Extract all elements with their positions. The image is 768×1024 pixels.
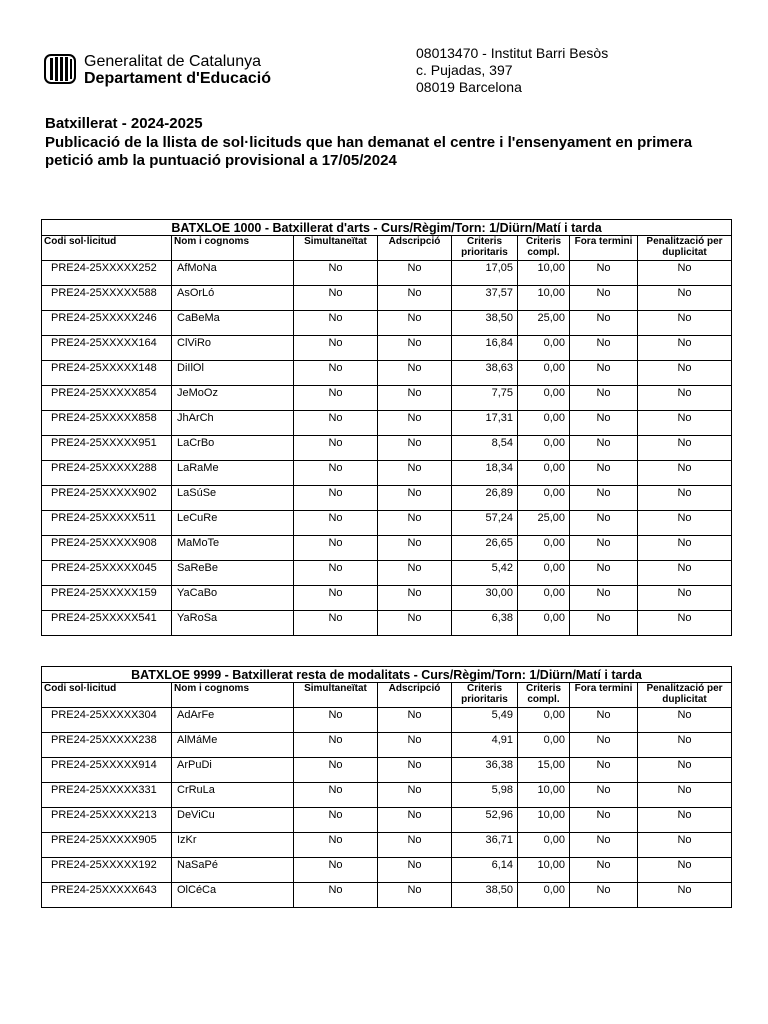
cell-penalitzacio: No bbox=[638, 611, 732, 636]
cell-adscripcio: No bbox=[378, 733, 452, 758]
cell-penalitzacio: No bbox=[638, 486, 732, 511]
cell-fora-termini: No bbox=[570, 783, 638, 808]
cell-codi: PRE24-25XXXXX511 bbox=[42, 511, 172, 536]
cell-simultaneitat: No bbox=[294, 461, 378, 486]
col-criteris-compl: Criteris compl. bbox=[518, 236, 570, 261]
table-batxloe-1000 bbox=[41, 219, 731, 636]
cell-codi: PRE24-25XXXXX854 bbox=[42, 386, 172, 411]
table-row bbox=[42, 733, 732, 758]
cell-adscripcio: No bbox=[378, 883, 452, 908]
cell-simultaneitat: No bbox=[294, 486, 378, 511]
cell-fora-termini: No bbox=[570, 286, 638, 311]
table-row bbox=[42, 783, 732, 808]
cell-simultaneitat: No bbox=[294, 261, 378, 286]
table-row bbox=[42, 858, 732, 883]
cell-adscripcio: No bbox=[378, 261, 452, 286]
table-row bbox=[42, 586, 732, 611]
cell-criteris-prioritaris: 38,50 bbox=[452, 311, 518, 336]
cell-criteris-compl: 0,00 bbox=[518, 461, 570, 486]
cell-fora-termini: No bbox=[570, 436, 638, 461]
cell-criteris-prioritaris: 57,24 bbox=[452, 511, 518, 536]
cell-criteris-compl: 0,00 bbox=[518, 386, 570, 411]
results-table bbox=[41, 666, 732, 908]
cell-criteris-compl: 15,00 bbox=[518, 758, 570, 783]
cell-criteris-compl: 0,00 bbox=[518, 708, 570, 733]
cell-nom: DeViCu bbox=[172, 808, 294, 833]
cell-criteris-prioritaris: 18,34 bbox=[452, 461, 518, 486]
col-criteris-compl: Criteris compl. bbox=[518, 683, 570, 708]
cell-nom: YaCaBo bbox=[172, 586, 294, 611]
cell-adscripcio: No bbox=[378, 286, 452, 311]
cell-criteris-prioritaris: 36,71 bbox=[452, 833, 518, 858]
center-street: c. Pujadas, 397 bbox=[416, 62, 513, 78]
cell-simultaneitat: No bbox=[294, 808, 378, 833]
cell-fora-termini: No bbox=[570, 883, 638, 908]
table-row bbox=[42, 708, 732, 733]
cell-criteris-prioritaris: 26,89 bbox=[452, 486, 518, 511]
table-row bbox=[42, 486, 732, 511]
cell-penalitzacio: No bbox=[638, 261, 732, 286]
col-criteris-prioritaris: Criteris prioritaris bbox=[452, 683, 518, 708]
cell-fora-termini: No bbox=[570, 386, 638, 411]
cell-criteris-compl: 10,00 bbox=[518, 858, 570, 883]
cell-fora-termini: No bbox=[570, 733, 638, 758]
table-row bbox=[42, 361, 732, 386]
cell-nom: AdArFe bbox=[172, 708, 294, 733]
cell-criteris-prioritaris: 38,63 bbox=[452, 361, 518, 386]
table-row bbox=[42, 436, 732, 461]
cell-simultaneitat: No bbox=[294, 411, 378, 436]
cell-codi: PRE24-25XXXXX331 bbox=[42, 783, 172, 808]
cell-simultaneitat: No bbox=[294, 436, 378, 461]
cell-criteris-prioritaris: 36,38 bbox=[452, 758, 518, 783]
cell-adscripcio: No bbox=[378, 536, 452, 561]
cell-nom: IzKr bbox=[172, 833, 294, 858]
cell-fora-termini: No bbox=[570, 511, 638, 536]
cell-nom: NaSaPé bbox=[172, 858, 294, 883]
cell-simultaneitat: No bbox=[294, 858, 378, 883]
cell-penalitzacio: No bbox=[638, 561, 732, 586]
cell-codi: PRE24-25XXXXX643 bbox=[42, 883, 172, 908]
cell-fora-termini: No bbox=[570, 461, 638, 486]
cell-adscripcio: No bbox=[378, 858, 452, 883]
cell-simultaneitat: No bbox=[294, 286, 378, 311]
col-penalitzacio: Penalització per duplicitat bbox=[638, 236, 732, 261]
cell-simultaneitat: No bbox=[294, 311, 378, 336]
cell-criteris-prioritaris: 17,05 bbox=[452, 261, 518, 286]
cell-nom: JhArCh bbox=[172, 411, 294, 436]
table-row bbox=[42, 311, 732, 336]
table-row bbox=[42, 808, 732, 833]
col-nom: Nom i cognoms bbox=[172, 683, 294, 708]
cell-penalitzacio: No bbox=[638, 536, 732, 561]
table-row bbox=[42, 286, 732, 311]
cell-fora-termini: No bbox=[570, 586, 638, 611]
cell-simultaneitat: No bbox=[294, 511, 378, 536]
col-simultaneitat: Simultaneïtat bbox=[294, 683, 378, 708]
cell-fora-termini: No bbox=[570, 708, 638, 733]
cell-fora-termini: No bbox=[570, 561, 638, 586]
table-row bbox=[42, 536, 732, 561]
cell-criteris-prioritaris: 8,54 bbox=[452, 436, 518, 461]
cell-codi: PRE24-25XXXXX148 bbox=[42, 361, 172, 386]
cell-penalitzacio: No bbox=[638, 858, 732, 883]
cell-penalitzacio: No bbox=[638, 386, 732, 411]
cell-criteris-compl: 10,00 bbox=[518, 261, 570, 286]
cell-criteris-compl: 0,00 bbox=[518, 361, 570, 386]
cell-simultaneitat: No bbox=[294, 336, 378, 361]
table-row bbox=[42, 336, 732, 361]
table-row bbox=[42, 561, 732, 586]
cell-simultaneitat: No bbox=[294, 361, 378, 386]
cell-criteris-prioritaris: 17,31 bbox=[452, 411, 518, 436]
cell-nom: AlMáMe bbox=[172, 733, 294, 758]
col-nom: Nom i cognoms bbox=[172, 236, 294, 261]
cell-fora-termini: No bbox=[570, 261, 638, 286]
cell-criteris-prioritaris: 5,42 bbox=[452, 561, 518, 586]
cell-penalitzacio: No bbox=[638, 758, 732, 783]
cell-nom: LaRaMe bbox=[172, 461, 294, 486]
cell-nom: LaSúSe bbox=[172, 486, 294, 511]
col-penalitzacio: Penalització per duplicitat bbox=[638, 683, 732, 708]
cell-criteris-prioritaris: 30,00 bbox=[452, 586, 518, 611]
table-row bbox=[42, 511, 732, 536]
cell-criteris-compl: 10,00 bbox=[518, 808, 570, 833]
cell-criteris-compl: 25,00 bbox=[518, 311, 570, 336]
cell-fora-termini: No bbox=[570, 536, 638, 561]
cell-fora-termini: No bbox=[570, 486, 638, 511]
cell-penalitzacio: No bbox=[638, 883, 732, 908]
cell-adscripcio: No bbox=[378, 611, 452, 636]
cell-penalitzacio: No bbox=[638, 783, 732, 808]
cell-penalitzacio: No bbox=[638, 733, 732, 758]
cell-criteris-compl: 0,00 bbox=[518, 833, 570, 858]
table-caption: BATXLOE 9999 - Batxillerat resta de modalitats - Curs/Règim/Torn: 1/Diürn/Matí i tarda bbox=[42, 667, 732, 683]
cell-codi: PRE24-25XXXXX164 bbox=[42, 336, 172, 361]
title-description: Publicació de la llista de sol·licituds que han demanat el centre i l'ensenyament en primera bbox=[45, 133, 693, 151]
org-name: Generalitat de Catalunya bbox=[84, 53, 261, 70]
cell-penalitzacio: No bbox=[638, 336, 732, 361]
col-criteris-prioritaris: Criteris prioritaris bbox=[452, 236, 518, 261]
cell-penalitzacio: No bbox=[638, 461, 732, 486]
cell-criteris-compl: 0,00 bbox=[518, 336, 570, 361]
table-row bbox=[42, 883, 732, 908]
cell-codi: PRE24-25XXXXX252 bbox=[42, 261, 172, 286]
cell-adscripcio: No bbox=[378, 783, 452, 808]
cell-codi: PRE24-25XXXXX213 bbox=[42, 808, 172, 833]
table-row bbox=[42, 758, 732, 783]
cell-adscripcio: No bbox=[378, 586, 452, 611]
cell-fora-termini: No bbox=[570, 336, 638, 361]
cell-criteris-compl: 0,00 bbox=[518, 486, 570, 511]
table-row bbox=[42, 611, 732, 636]
table-batxloe-9999 bbox=[41, 666, 731, 908]
cell-codi: PRE24-25XXXXX951 bbox=[42, 436, 172, 461]
cell-criteris-prioritaris: 4,91 bbox=[452, 733, 518, 758]
table-row bbox=[42, 411, 732, 436]
cell-fora-termini: No bbox=[570, 758, 638, 783]
cell-adscripcio: No bbox=[378, 461, 452, 486]
cell-adscripcio: No bbox=[378, 511, 452, 536]
cell-fora-termini: No bbox=[570, 858, 638, 883]
cell-codi: PRE24-25XXXXX192 bbox=[42, 858, 172, 883]
cell-codi: PRE24-25XXXXX902 bbox=[42, 486, 172, 511]
cell-codi: PRE24-25XXXXX541 bbox=[42, 611, 172, 636]
cell-codi: PRE24-25XXXXX858 bbox=[42, 411, 172, 436]
cell-simultaneitat: No bbox=[294, 536, 378, 561]
cell-nom: LaCrBo bbox=[172, 436, 294, 461]
col-codi: Codi sol·licitud bbox=[42, 683, 172, 708]
cell-criteris-prioritaris: 7,75 bbox=[452, 386, 518, 411]
department-name: Departament d'Educació bbox=[84, 70, 271, 87]
document-title bbox=[45, 115, 735, 171]
cell-adscripcio: No bbox=[378, 336, 452, 361]
cell-criteris-compl: 0,00 bbox=[518, 536, 570, 561]
cell-criteris-prioritaris: 38,50 bbox=[452, 883, 518, 908]
cell-codi: PRE24-25XXXXX238 bbox=[42, 733, 172, 758]
table-row bbox=[42, 261, 732, 286]
table-row bbox=[42, 833, 732, 858]
cell-penalitzacio: No bbox=[638, 708, 732, 733]
table-row bbox=[42, 461, 732, 486]
cell-criteris-compl: 10,00 bbox=[518, 783, 570, 808]
cell-criteris-prioritaris: 52,96 bbox=[452, 808, 518, 833]
center-address bbox=[416, 45, 608, 96]
cell-adscripcio: No bbox=[378, 833, 452, 858]
cell-codi: PRE24-25XXXXX159 bbox=[42, 586, 172, 611]
cell-nom: SaReBe bbox=[172, 561, 294, 586]
cell-penalitzacio: No bbox=[638, 436, 732, 461]
generalitat-logo bbox=[44, 52, 284, 88]
cell-codi: PRE24-25XXXXX914 bbox=[42, 758, 172, 783]
cell-penalitzacio: No bbox=[638, 808, 732, 833]
cell-nom: YaRoSa bbox=[172, 611, 294, 636]
cell-codi: PRE24-25XXXXX288 bbox=[42, 461, 172, 486]
col-fora-termini: Fora termini bbox=[570, 236, 638, 261]
center-name: 08013470 - Institut Barri Besòs bbox=[416, 45, 609, 61]
cell-nom: DiIlOl bbox=[172, 361, 294, 386]
cell-criteris-prioritaris: 6,14 bbox=[452, 858, 518, 883]
cell-nom: OlCéCa bbox=[172, 883, 294, 908]
cell-penalitzacio: No bbox=[638, 586, 732, 611]
cell-criteris-prioritaris: 6,38 bbox=[452, 611, 518, 636]
col-adscripcio: Adscripció bbox=[378, 236, 452, 261]
generalitat-emblem-icon bbox=[44, 54, 76, 84]
cell-fora-termini: No bbox=[570, 833, 638, 858]
cell-criteris-compl: 25,00 bbox=[518, 511, 570, 536]
title-description-cont: petició amb la puntuació provisional a 17/05/2024 bbox=[45, 152, 397, 169]
cell-codi: PRE24-25XXXXX304 bbox=[42, 708, 172, 733]
cell-simultaneitat: No bbox=[294, 586, 378, 611]
cell-criteris-compl: 0,00 bbox=[518, 436, 570, 461]
col-adscripcio: Adscripció bbox=[378, 683, 452, 708]
col-fora-termini: Fora termini bbox=[570, 683, 638, 708]
cell-codi: PRE24-25XXXXX908 bbox=[42, 536, 172, 561]
cell-nom: ArPuDi bbox=[172, 758, 294, 783]
cell-adscripcio: No bbox=[378, 708, 452, 733]
cell-criteris-compl: 0,00 bbox=[518, 561, 570, 586]
cell-adscripcio: No bbox=[378, 486, 452, 511]
cell-adscripcio: No bbox=[378, 758, 452, 783]
cell-simultaneitat: No bbox=[294, 833, 378, 858]
col-codi: Codi sol·licitud bbox=[42, 236, 172, 261]
cell-nom: CaBeMa bbox=[172, 311, 294, 336]
cell-codi: PRE24-25XXXXX045 bbox=[42, 561, 172, 586]
cell-adscripcio: No bbox=[378, 311, 452, 336]
cell-criteris-prioritaris: 5,98 bbox=[452, 783, 518, 808]
cell-nom: JeMoOz bbox=[172, 386, 294, 411]
cell-penalitzacio: No bbox=[638, 511, 732, 536]
cell-simultaneitat: No bbox=[294, 708, 378, 733]
cell-criteris-prioritaris: 16,84 bbox=[452, 336, 518, 361]
cell-simultaneitat: No bbox=[294, 386, 378, 411]
cell-criteris-compl: 0,00 bbox=[518, 586, 570, 611]
cell-criteris-compl: 0,00 bbox=[518, 883, 570, 908]
cell-simultaneitat: No bbox=[294, 758, 378, 783]
cell-simultaneitat: No bbox=[294, 733, 378, 758]
cell-criteris-prioritaris: 26,65 bbox=[452, 536, 518, 561]
cell-penalitzacio: No bbox=[638, 286, 732, 311]
cell-fora-termini: No bbox=[570, 808, 638, 833]
table-caption: BATXLOE 1000 - Batxillerat d'arts - Curs/Règim/Torn: 1/Diürn/Matí i tarda bbox=[42, 220, 732, 236]
cell-fora-termini: No bbox=[570, 611, 638, 636]
col-simultaneitat: Simultaneïtat bbox=[294, 236, 378, 261]
cell-adscripcio: No bbox=[378, 411, 452, 436]
cell-simultaneitat: No bbox=[294, 883, 378, 908]
cell-nom: MaMoTe bbox=[172, 536, 294, 561]
cell-criteris-prioritaris: 37,57 bbox=[452, 286, 518, 311]
cell-nom: LeCuRe bbox=[172, 511, 294, 536]
cell-adscripcio: No bbox=[378, 361, 452, 386]
cell-simultaneitat: No bbox=[294, 783, 378, 808]
cell-criteris-compl: 10,00 bbox=[518, 286, 570, 311]
cell-penalitzacio: No bbox=[638, 411, 732, 436]
cell-penalitzacio: No bbox=[638, 311, 732, 336]
cell-penalitzacio: No bbox=[638, 361, 732, 386]
cell-adscripcio: No bbox=[378, 808, 452, 833]
cell-criteris-compl: 0,00 bbox=[518, 611, 570, 636]
results-table bbox=[41, 219, 732, 636]
cell-codi: PRE24-25XXXXX905 bbox=[42, 833, 172, 858]
cell-nom: AsOrLó bbox=[172, 286, 294, 311]
cell-codi: PRE24-25XXXXX246 bbox=[42, 311, 172, 336]
cell-fora-termini: No bbox=[570, 311, 638, 336]
cell-codi: PRE24-25XXXXX588 bbox=[42, 286, 172, 311]
cell-simultaneitat: No bbox=[294, 561, 378, 586]
cell-penalitzacio: No bbox=[638, 833, 732, 858]
center-city: 08019 Barcelona bbox=[416, 79, 522, 95]
table-row bbox=[42, 386, 732, 411]
cell-fora-termini: No bbox=[570, 411, 638, 436]
cell-fora-termini: No bbox=[570, 361, 638, 386]
cell-criteris-prioritaris: 5,49 bbox=[452, 708, 518, 733]
cell-criteris-compl: 0,00 bbox=[518, 733, 570, 758]
title-year: Batxillerat - 2024-2025 bbox=[45, 115, 203, 132]
cell-criteris-compl: 0,00 bbox=[518, 411, 570, 436]
cell-adscripcio: No bbox=[378, 386, 452, 411]
cell-nom: AfMoNa bbox=[172, 261, 294, 286]
cell-nom: ClViRo bbox=[172, 336, 294, 361]
cell-adscripcio: No bbox=[378, 436, 452, 461]
cell-nom: CrRuLa bbox=[172, 783, 294, 808]
cell-simultaneitat: No bbox=[294, 611, 378, 636]
cell-adscripcio: No bbox=[378, 561, 452, 586]
